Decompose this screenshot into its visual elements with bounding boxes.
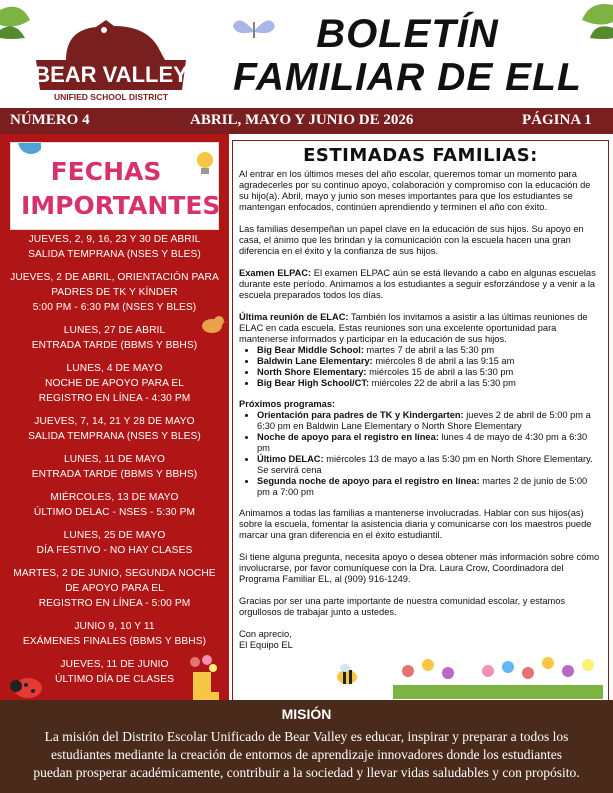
program-detail: jueves 2 de abril de 5:00 pm a 6:30 pm en Baldwin Lane Elementary o North Shore Elementary (257, 410, 591, 431)
event-item (0, 232, 229, 262)
event-line: MARTES, 2 DE JUNIO, SEGUNDA NOCHE (13, 568, 216, 579)
event-line: ÚLTIMO DELAC - NSES - 5:30 PM (33, 507, 196, 518)
events-list (0, 232, 229, 695)
event-line: JUNIO 9, 10 Y 11 (74, 621, 155, 632)
letter-paragraph: Las familias desempeñan un papel clave en la educación de sus hijos. Su apoyo en casa, el ánimo que les brindan y la comunicación con la escuela hacen una gran diferencia en el éxito y la confianza de sus hijos. (239, 224, 584, 256)
event-line: NOCHE DE APOYO PARA EL (44, 378, 185, 389)
bird-icon (194, 310, 230, 338)
elpac-paragraph (239, 268, 601, 301)
event-line: DÍA FESTIVO - NO HAY CLASES (36, 545, 193, 556)
signature-line: El Equipo EL (239, 640, 293, 650)
event-line: LUNES, 25 DE MAYO (63, 530, 166, 541)
letter-panel (232, 140, 609, 702)
event-item (0, 566, 229, 611)
letter-paragraph: Al entrar en los últimos meses del año escolar, queremos tomar un momento para agradecerles por su continuo apoyo, colaboración y compromiso con la educación de su hijo(a). Abril, mayo y junio son meses importantes para que los estudiantes se mantengan enfocados, continúen aprendiendo y terminen el año con éxito. (239, 169, 591, 212)
elac-meeting-item (257, 378, 601, 389)
newsletter-title (210, 12, 605, 100)
meeting-date: miércoles 8 de abril a las 9:15 am (372, 356, 515, 366)
event-line: ÚLTIMO DÍA DE CLASES (55, 674, 174, 685)
letter-paragraph: Si tiene alguna pregunta, necesita apoyo o desea obtener más información sobre cómo involucrarse, por favor comuníquese con la Dra. Laura Crow, Coordinadora del Programa Familiar EL, al (909) 916-1249. (239, 552, 600, 584)
program-detail: lunes 4 de mayo de 4:30 pm a 6:30 pm (257, 432, 588, 453)
event-line: REGISTRO EN LÍNEA - 5:00 PM (38, 598, 191, 609)
page-number: PÁGINA 1 (522, 112, 592, 128)
program-item (257, 454, 601, 476)
program-item (257, 410, 601, 432)
important-dates-card (10, 142, 219, 230)
closing-line: Con aprecio, (239, 629, 292, 639)
elac-meeting-item (257, 367, 601, 378)
flower-boot-icon (185, 654, 221, 700)
event-item (0, 619, 229, 649)
event-line: SALIDA TEMPRANA (NSES Y BLES) (28, 249, 201, 260)
important-dates-line-2: IMPORTANTES (21, 191, 221, 220)
school-name: Baldwin Lane Elementary: (257, 356, 373, 366)
mission-text: La misión del Distrito Escolar Unificado de Bear Valley es educar, inspirar y preparar a todos los estudiantes mediante la creación de entornos de aprendizaje innovadores donde los estudiantes puedan prosperar académicamente, contribuir a la sociedad y llevar vidas saludables y con propósito. (33, 729, 580, 780)
elac-paragraph (239, 312, 601, 345)
event-item (0, 528, 229, 558)
event-line: 5:00 PM - 6:30 PM (NSES Y BLES) (32, 302, 197, 313)
event-item (0, 414, 229, 444)
program-name: Orientación para padres de TK y Kindergarten: (257, 410, 464, 420)
program-name: Segunda noche de apoyo para el registro en línea: (257, 476, 480, 486)
event-line: SALIDA TEMPRANA (NSES Y BLES) (28, 431, 201, 442)
lightbulb-icon (193, 149, 217, 179)
logo-main-text: BEAR VALLEY (34, 62, 188, 87)
event-line: MIÉRCOLES, 13 DE MAYO (50, 492, 179, 503)
elac-label: Última reunión de ELAC: (239, 312, 349, 322)
program-name: Último DELAC: (257, 454, 324, 464)
meeting-date: martes 7 de abril a las 5:30 pm (363, 345, 495, 355)
ladybug-icon (6, 672, 48, 700)
important-dates-column (0, 134, 229, 700)
event-item (0, 452, 229, 482)
elpac-label: Examen ELPAC: (239, 268, 312, 278)
district-logo (26, 12, 196, 104)
event-line: JUEVES, 2 DE ABRIL, ORIENTACIÓN PARA (10, 272, 219, 283)
event-line: DE APOYO PARA EL (65, 583, 164, 594)
event-line: LUNES, 4 DE MAYO (66, 363, 163, 374)
flower-garden-icon (393, 641, 603, 699)
meeting-date: miércoles 22 de abril a las 5:30 pm (369, 378, 516, 388)
elac-meeting-item (257, 345, 601, 356)
issue-number: NÚMERO 4 (10, 112, 90, 128)
event-line: JUEVES, 2, 9, 16, 23 Y 30 DE ABRIL (28, 234, 201, 245)
elac-text: También los invitamos a asistir a las últimas reuniones de ELAC en cada escuela. Estas reuniones son una excelente oportunidad para mantenerse informados y participar en la educación de sus hijos. (239, 312, 588, 344)
header (0, 0, 613, 110)
mission-footer (0, 700, 613, 793)
event-item (0, 490, 229, 520)
program-detail: miércoles 13 de mayo a las 5:30 pm en North Shore Elementary. Se servirá cena (257, 454, 593, 475)
event-item (0, 270, 229, 315)
event-line: LUNES, 11 DE MAYO (64, 454, 165, 465)
title-line-2: FAMILIAR DE ELL (233, 56, 582, 99)
elac-meeting-item (257, 356, 601, 367)
programs-list (239, 410, 601, 498)
program-detail: martes 2 de junio de 5:00 pm a 7:00 pm (257, 476, 588, 497)
event-line: JUEVES, 11 DE JUNIO (60, 659, 169, 670)
issue-date: ABRIL, MAYO Y JUNIO DE 2026 (190, 112, 414, 128)
school-name: Big Bear Middle School: (257, 345, 364, 355)
school-name: Big Bear High School/CT: (257, 378, 370, 388)
event-line: ENTRADA TARDE (BBMS Y BBHS) (31, 340, 198, 351)
mission-title: MISIÓN (281, 706, 332, 722)
letter-body (239, 169, 601, 651)
elac-meetings-list (239, 345, 601, 389)
program-name: Noche de apoyo para el registro en línea: (257, 432, 439, 442)
program-item (257, 432, 601, 454)
event-line: LUNES, 27 DE ABRIL (63, 325, 166, 336)
important-dates-line-1: FECHAS (50, 157, 162, 186)
title-line-1: BOLETÍN (316, 12, 499, 56)
event-line: JUEVES, 7, 14, 21 Y 28 DE MAYO (34, 416, 195, 427)
letter-paragraph: Animamos a todas las familias a mantenerse involucradas. Hablar con sus hijos(as) sobre la escuela, fomentar la asistencia diaria y comunicarse con los maestros puede marcar una gran diferencia en el éxito estudiantil. (239, 508, 592, 540)
logo-sub-text: UNIFIED SCHOOL DISTRICT (53, 92, 169, 102)
issue-band (0, 108, 613, 134)
school-name: North Shore Elementary: (257, 367, 367, 377)
programs-label: Próximos programas: (239, 399, 336, 409)
event-line: PADRES DE TK Y KÍNDER (51, 287, 178, 298)
meeting-date: miércoles 15 de abril a las 5:30 pm (366, 367, 514, 377)
bee-icon (333, 661, 363, 687)
event-line: ENTRADA TARDE (BBMS Y BBHS) (31, 469, 198, 480)
elpac-text: El examen ELPAC aún se está llevando a cabo en algunas escuelas durante este período. Animamos a los estudiantes a seguir esforzándose y a venir a la escuela preparados todos los días. (239, 268, 596, 300)
letter-paragraph: Gracias por ser una parte importante de nuestra comunidad escolar, y estamos orgullosos de trabajar junto a ustedes. (239, 596, 566, 617)
event-item (0, 361, 229, 406)
important-dates-title (21, 155, 221, 223)
program-item (257, 476, 601, 498)
event-line: EXÁMENES FINALES (BBMS Y BBHS) (22, 636, 207, 647)
event-line: REGISTRO EN LÍNEA - 4:30 PM (38, 393, 191, 404)
letter-heading: ESTIMADAS FAMILIAS: (303, 145, 538, 166)
